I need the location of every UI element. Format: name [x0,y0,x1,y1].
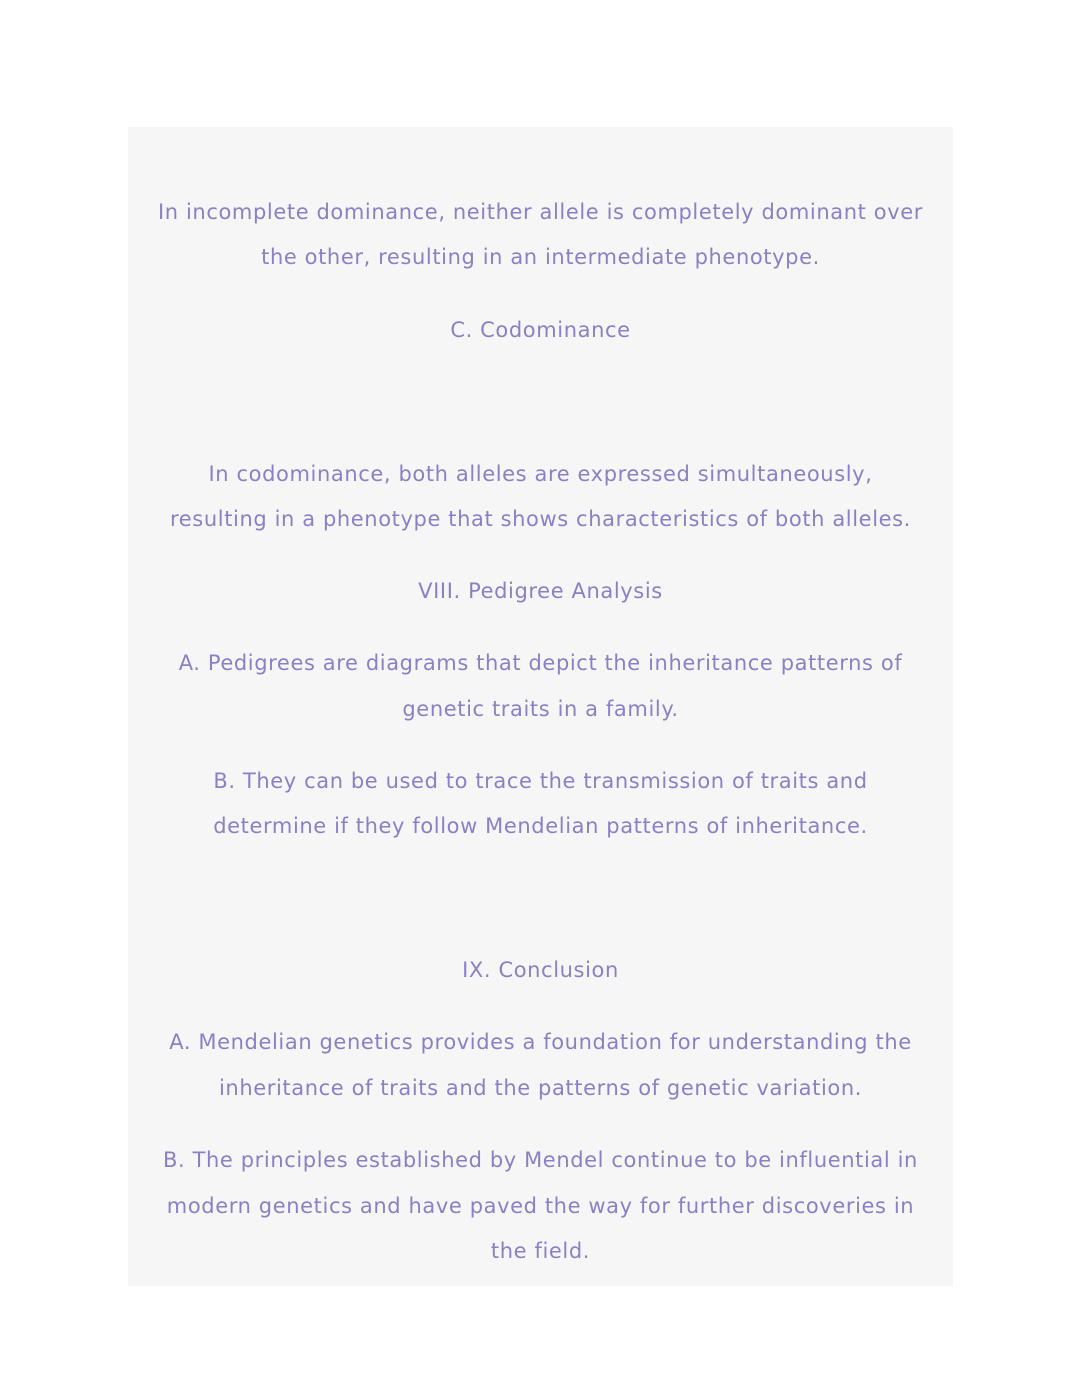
conclusion-b-line-3: the field. [490,1239,591,1263]
codominance-line-2: resulting in a phenotype that shows characteristics of both alleles. [170,507,911,531]
document-page [128,127,953,1286]
pedigree-a-line-2: genetic traits in a family. [402,697,679,721]
section-heading-codominance: C. Codominance [450,318,631,342]
conclusion-a-line-2: inheritance of traits and the patterns of genetic variation. [218,1076,863,1100]
section-heading-pedigree-analysis: VIII. Pedigree Analysis [418,579,663,603]
pedigree-b-line-2: determine if they follow Mendelian patterns of inheritance. [213,814,868,838]
incomplete-dominance-line-1: In incomplete dominance, neither allele is completely dominant over [158,200,923,224]
incomplete-dominance-line-2: the other, resulting in an intermediate phenotype. [261,245,820,269]
pedigree-a-line-1: A. Pedigrees are diagrams that depict the inheritance patterns of [178,651,903,675]
conclusion-a-line-1: A. Mendelian genetics provides a foundation for understanding the [169,1030,912,1054]
codominance-line-1: In codominance, both alleles are expressed simultaneously, [208,462,873,486]
pedigree-b-line-1: B. They can be used to trace the transmission of traits and [213,769,868,793]
section-heading-conclusion: IX. Conclusion [462,958,619,982]
conclusion-b-line-1: B. The principles established by Mendel continue to be influential in [163,1148,918,1172]
conclusion-b-line-2: modern genetics and have paved the way for further discoveries in [166,1194,915,1218]
